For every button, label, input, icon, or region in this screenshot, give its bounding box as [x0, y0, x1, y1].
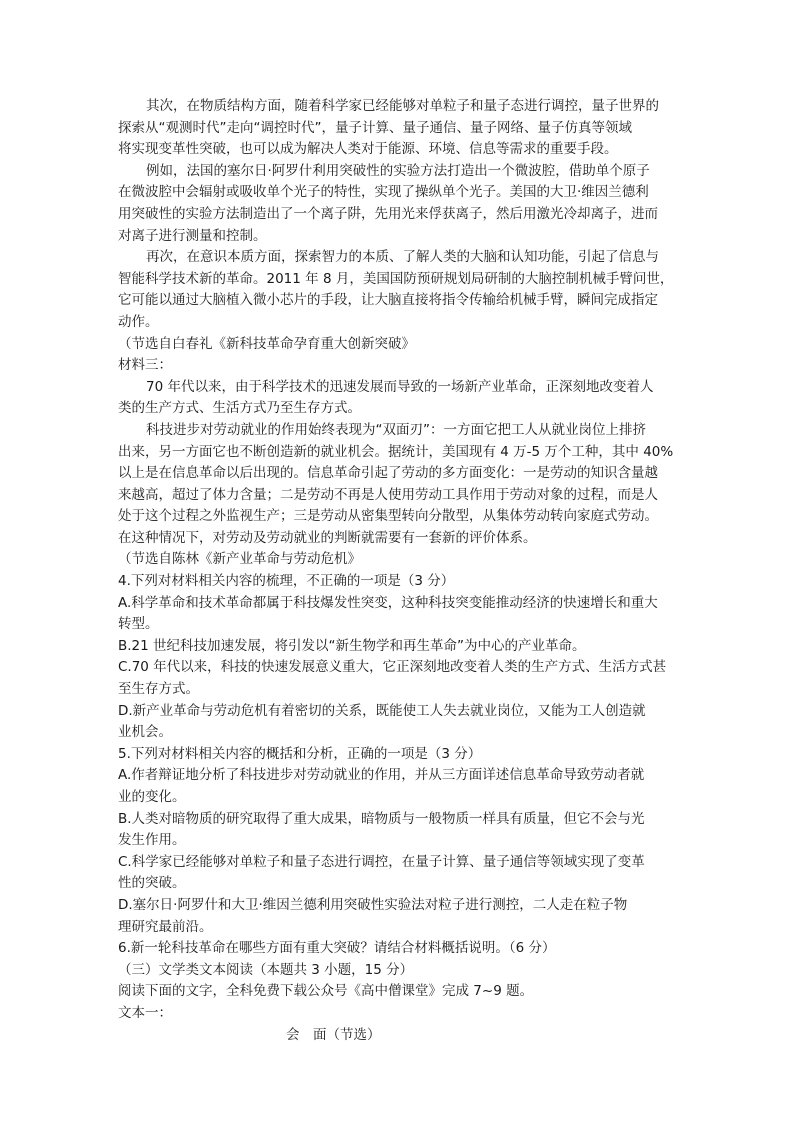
paragraph-line: 其次，在物质结构方面，随着科学家已经能够对单粒子和量子态进行调控，量子世界的	[146, 98, 659, 114]
paragraph-line: 用突破性的实验方法制造出了一个离子阱，先用光来俘获离子，然后用激光冷却离子，进而	[118, 205, 658, 222]
answer-option: B.21 世纪科技加速发展，将引发以“新生物学和再生革命”为中心的产业革命。	[118, 637, 586, 654]
answer-option: D.新产业革命与劳动危机有着密切的关系，既能使工人失去就业岗位，又能为工人创造就	[118, 702, 646, 719]
section-heading: 文本一：	[118, 1004, 172, 1021]
answer-option: C.科学家已经能够对单粒子和量子态进行调控，在量子计算、量子通信等领域实现了变革	[118, 853, 645, 870]
paragraph-line: 在这种情况下，对劳动及劳动就业的判断就需要有一套新的评价体系。	[118, 529, 537, 546]
question-stem: 6.新一轮科技革命在哪些方面有重大突破？请结合材料概括说明。（6 分）	[118, 940, 556, 957]
paragraph-line: 再次，在意识本质方面，探索智力的本质、了解人类的大脑和认知功能，引起了信息与	[146, 249, 659, 266]
answer-option: 至生存方式。	[118, 681, 199, 698]
answer-option: 理研究最前沿。	[118, 918, 213, 935]
paragraph-line: 例如，法国的塞尔日·阿罗什利用突破性的实验方法打造出一个微波腔，借助单个原子	[146, 162, 650, 179]
answer-option: A.科学革命和技术革命都属于科技爆发性突变，这种科技突变能推动经济的快速增长和重大	[118, 594, 658, 611]
paragraph-line: 对离子进行测量和控制。	[118, 227, 267, 244]
answer-option: 业的变化。	[118, 789, 186, 805]
answer-option: 发生作用。	[118, 832, 186, 849]
paragraph-line: 科技进步对劳动就业的作用始终表现为“双面刃”：一方面它把工人从就业岗位上排挤	[146, 421, 646, 438]
answer-option: D.塞尔日·阿罗什和大卫·维因兰德利用突破性实验法对粒子进行测控，二人走在粒子物	[118, 896, 628, 913]
paragraph-line: 动作。	[118, 313, 159, 330]
answer-option: 转型。	[118, 616, 159, 633]
text-title: 会 面（节选）	[286, 1026, 381, 1043]
answer-option: 性的突破。	[118, 875, 186, 892]
section-heading: （三）文学类文本阅读（本题共 3 小题，15 分）	[118, 961, 414, 978]
answer-option: C.70 年代以来，科技的快速发展意义重大，它正深刻地改变着人类的生产方式、生活方式甚	[118, 659, 667, 676]
question-stem: 5.下列对材料相关内容的概括和分析，正确的一项是（3 分）	[118, 745, 482, 762]
answer-option: 业机会。	[118, 724, 172, 741]
paragraph-line: 它可能以通过大脑植入微小芯片的手段，让大脑直接将指令传输给机械手臂，瞬间完成指定	[118, 292, 658, 309]
paragraph-line: 在微波腔中会辐射或吸收单个光子的特性，实现了操纵单个光子。美国的大卫·维因兰德利	[118, 184, 649, 201]
paragraph-line: 处于这个过程之外监视生产；三是劳动从密集型转向分散型，从集体劳动转向家庭式劳动。	[118, 508, 658, 525]
paragraph-line: 将实现变革性突破，也可以成为解决人类对于能源、环境、信息等需求的重要手段。	[118, 141, 618, 158]
paragraph-line: 探索从“观测时代”走向“调控时代”，量子计算、量子通信、量子网络、量子仿真等领域	[118, 119, 632, 136]
paragraph-line: 70 年代以来，由于科学技术的迅速发展而导致的一场新产业革命，正深刻地改变着人	[146, 378, 654, 395]
paragraph-line: 类的生产方式、生活方式乃至生存方式。	[118, 400, 361, 417]
question-stem: 4.下列对材料相关内容的梳理，不正确的一项是（3 分）	[118, 573, 455, 590]
answer-option: A.作者辩证地分析了科技进步对劳动就业的作用，并从三方面详述信息革命导致劳动者就	[118, 767, 645, 784]
paragraph-line: 以上是在信息革命以后出现的。信息革命引起了劳动的多方面变化：一是劳动的知识含量越	[118, 465, 658, 482]
document-page	[118, 96, 678, 1046]
section-heading: 材料三：	[118, 357, 172, 374]
source-note: （节选自白春礼《新科技革命孕育重大创新突破》	[118, 335, 415, 352]
instruction-line: 阅读下面的文字，全科免费下载公众号《高中僧课堂》完成 7~9 题。	[118, 983, 534, 1000]
source-note: （节选自陈林《新产业革命与劳动危机》	[118, 551, 361, 568]
paragraph-line: 出来，另一方面它也不断创造新的就业机会。据统计，美国现有 4 万-5 万个工种，其中 40%	[118, 443, 674, 460]
paragraph-line: 来越高，超过了体力含量；二是劳动不再是人使用劳动工具作用于劳动对象的过程，而是人	[118, 486, 658, 503]
paragraph-line: 智能科学技术新的革命。2011 年 8 月，美国国防预研规划局研制的大脑控制机械手臂问世，	[118, 270, 674, 287]
answer-option: B.人类对暗物质的研究取得了重大成果，暗物质与一般物质一样具有质量，但它不会与光	[118, 810, 645, 827]
